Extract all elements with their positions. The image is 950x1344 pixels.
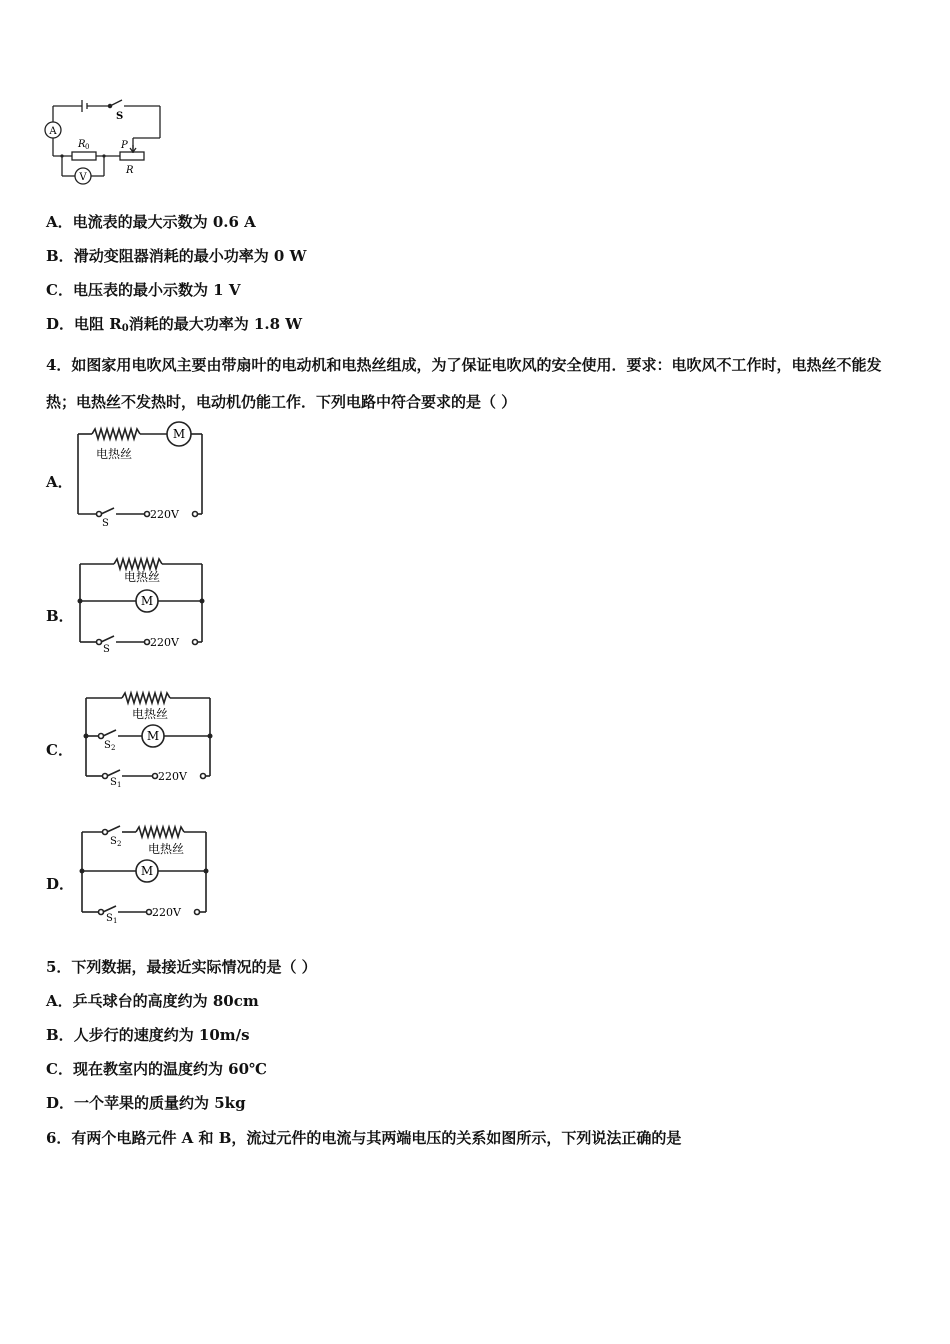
q4-option-d-label: D． [46,875,75,893]
switch-blade [110,100,122,106]
q5-stem: 5．下列数据，最接近实际情况的是（ ） [46,958,317,976]
q6-stem: 6．有两个电路元件 A 和 B，流过元件的电流与其两端电压的关系如图所示，下列说法正确的是 [46,1129,682,1147]
heater-label: 电热丝 [148,842,185,856]
r0-subscript: 0 [85,143,90,151]
q4-option-a-label: A． [46,473,73,491]
supply-label: 220V [150,636,179,649]
r0-label: R [78,139,86,150]
q3-option-c: C．电压表的最小示数为 1 V [46,281,241,299]
switch-blade [101,636,114,642]
switch-label: S [103,644,110,655]
q4-circuit-d [78,822,212,924]
heater-coil-icon [92,429,140,439]
heater-coil-icon [114,559,162,569]
q3-option-d: D．电阻 $R_0$消耗的最大功率为 1.8 W [46,315,303,334]
switch2-blade [107,826,120,832]
switch-blade [101,508,114,514]
switch1-label: S [110,777,117,788]
q4-circuit-b [76,554,208,655]
supply-label: 220V [150,508,179,521]
q4-circuit-c [82,688,216,788]
motor-label: M [172,427,186,441]
switch1-subscript: 1 [117,781,122,789]
q5-option-b: B．人步行的速度约为 10m/s [46,1026,250,1044]
q3-option-a: A．电流表的最大示数为 0.6 A [46,213,256,231]
q5-option-c: C．现在教室内的温度约为 60℃ [46,1060,268,1078]
switch1-blade [103,906,116,912]
supply-label: 220V [152,906,181,919]
ammeter-label: A [49,126,57,137]
heater-label: 电热丝 [124,570,161,584]
heater-coil-icon [122,693,170,703]
switch1-subscript: 1 [113,917,118,925]
heater-label: 电热丝 [96,447,133,461]
voltmeter-label: V [79,172,87,183]
switch2-label: S [110,836,117,847]
heater-label: 电热丝 [132,707,169,721]
q4-circuit-a [74,422,209,529]
q5-option-d: D．一个苹果的质量约为 5kg [46,1094,246,1112]
rheostat [120,152,144,160]
motor-label: M [146,729,160,743]
q5-option-a: A．乒乓球台的高度约为 80cm [46,992,259,1010]
switch2-label: S [104,740,111,751]
rheostat-label: R [126,165,134,176]
switch1-label: S [106,913,113,924]
top-circuit-diagram [40,98,170,190]
fixed-resistor [72,152,96,160]
motor-label: M [140,864,154,878]
q3-option-b: B．滑动变阻器消耗的最小功率为 0 W [46,247,307,265]
q4-option-c-label: C． [46,741,73,759]
switch2-blade [103,730,116,736]
switch2-subscript: 2 [111,744,116,752]
motor-label: M [140,594,154,608]
switch2-subscript: 2 [117,840,122,848]
slider-label: P [121,140,128,151]
switch1-blade [107,770,120,776]
q4-stem: 4．如图家用电吹风主要由带扇叶的电动机和电热丝组成，为了保证电吹风的安全使用．要求：电吹风不工作时，电热丝不能发热；电热丝不发热时，电动机仍能工作．下列电路中符合要求的是（ ） [46,356,882,411]
switch-label: S [102,518,109,529]
supply-label: 220V [158,770,187,783]
q4-option-b-label: B． [46,607,74,625]
switch-label: S [116,111,124,122]
heater-coil-icon [136,827,184,837]
